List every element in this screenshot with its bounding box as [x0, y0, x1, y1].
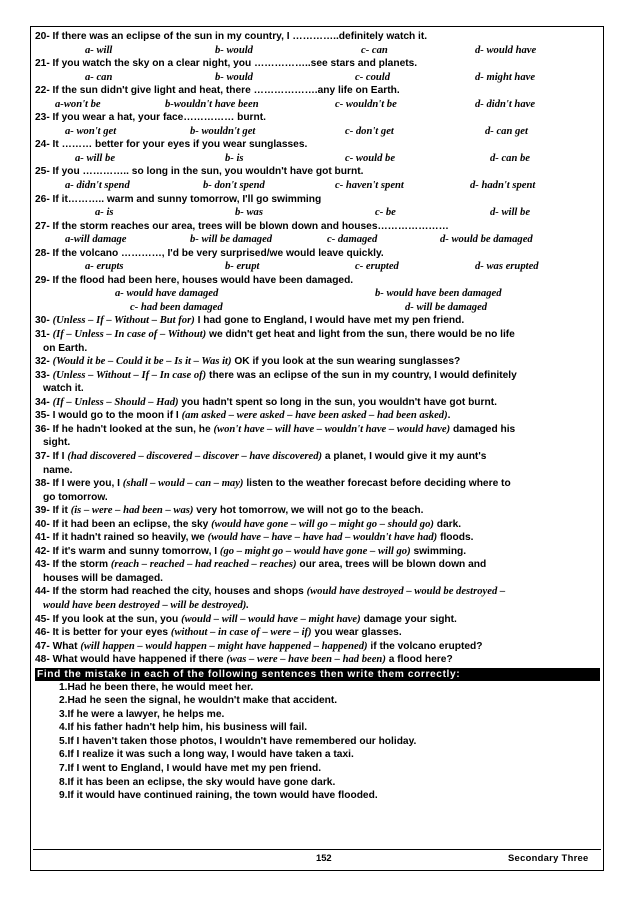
answer-option: b- is: [225, 152, 244, 164]
answer-option: b- would have been damaged: [375, 288, 502, 300]
find-mistake-list: [35, 681, 601, 803]
mistake-sentence: 5.If I haven't taken those photos, I wouldn't have remembered our holiday.: [59, 735, 417, 747]
page-footer: [33, 849, 601, 864]
question-continuation: houses will be damaged.: [43, 572, 164, 584]
question-number: 39-: [35, 505, 50, 517]
question-stem: 28- If the volcano …………, I'd be very surprised/we would leave quickly.: [35, 247, 384, 259]
answer-options: [35, 44, 601, 58]
question-text: a flood here?: [388, 654, 453, 666]
answer-option: c- wouldn't be: [335, 98, 397, 110]
answer-options: [35, 98, 601, 112]
answer-option: a- would have damaged: [115, 288, 219, 300]
question-line: [35, 450, 601, 464]
question-number: 34-: [35, 396, 50, 408]
question-line: [35, 626, 601, 640]
question-text: listen to the weather forecast before deciding where to: [246, 478, 511, 490]
answer-option: a- erupts: [85, 261, 124, 273]
question-number: 41-: [35, 532, 50, 544]
question-text: If he hadn't looked at the sun, he: [52, 423, 211, 435]
question-number: 35-: [35, 410, 50, 422]
answer-option: b- will be damaged: [190, 234, 273, 246]
answer-option: d- will be: [490, 207, 531, 219]
answer-option: c- could: [355, 71, 391, 83]
question-stem: 21- If you watch the sky on a clear night, you ……………..see stars and planets.: [35, 58, 418, 70]
choice-set: (reach – reached – had reached – reaches): [110, 559, 297, 571]
answer-option: b- was: [235, 207, 263, 219]
answer-option: b- would: [215, 71, 253, 83]
answer-option: a- will be: [75, 152, 116, 164]
question-line: [35, 477, 601, 491]
answer-option: c- would be: [345, 152, 396, 164]
worksheet: [35, 30, 601, 803]
question-stem: 23- If you wear a hat, your face…………… burnt.: [35, 112, 266, 124]
question-line: [35, 369, 601, 383]
question-text: damaged his: [452, 423, 516, 435]
answer-option: a- can: [85, 71, 113, 83]
question-text: What: [52, 640, 78, 652]
answer-options: [35, 206, 601, 220]
question-text: you wear glasses.: [314, 627, 402, 639]
answer-options: [35, 71, 601, 85]
answer-options: [35, 179, 601, 193]
question-continuation: go tomorrow.: [43, 491, 108, 503]
question-line: [35, 328, 601, 342]
question-line: [35, 653, 601, 667]
choice-set: (Would it be – Could it be – Is it – Was it): [52, 356, 232, 368]
answer-options: [35, 287, 601, 301]
question-stem: 29- If the flood had been here, houses would have been damaged.: [35, 274, 354, 286]
question-text: I would go to the moon if I: [52, 410, 179, 422]
question-text: I had gone to England, I would have met my pen friend.: [197, 315, 465, 327]
choice-set-continuation: would have been destroyed – will be destroyed).: [43, 599, 249, 611]
question-number: 44-: [35, 586, 50, 598]
choice-set: (without – in case of – were – if): [170, 627, 312, 639]
mistake-sentence: 6.If I realize it was such a long way, I would have taken a taxi.: [59, 749, 354, 761]
answer-option: a- won't get: [65, 125, 117, 137]
question-number: 38-: [35, 478, 50, 490]
answer-options: [35, 301, 601, 315]
question-number: 47-: [35, 640, 50, 652]
question-text: What would have happened if there: [52, 654, 224, 666]
question-number: 48-: [35, 654, 50, 666]
question-line: [35, 504, 601, 518]
question-text: if the volcano erupted?: [370, 640, 483, 652]
choice-set: (is – were – had been – was): [70, 505, 194, 517]
choice-set: (would have – have – have had – wouldn't have had): [207, 532, 438, 544]
question-continuation: watch it.: [43, 383, 84, 395]
question-text: If the storm had reached the city, houses and shops: [52, 586, 304, 598]
mistake-sentence: 2.Had he seen the signal, he wouldn't make that accident.: [59, 695, 338, 707]
answer-option: d- can get: [485, 125, 528, 137]
answer-option: c- had been damaged: [130, 301, 223, 313]
answer-option: c- damaged: [327, 234, 378, 246]
choice-set: (If – Unless – Should – Had): [52, 396, 179, 408]
answer-options: [35, 152, 601, 166]
choice-set: (had discovered – discovered – discover – have discovered): [67, 450, 323, 462]
answer-option: c- haven't spent: [335, 180, 404, 192]
question-line: [35, 409, 601, 423]
choose-correct-section: [35, 314, 601, 666]
answer-option: a-will damage: [65, 234, 127, 246]
question-number: 45-: [35, 613, 50, 625]
answer-option: c- can: [361, 44, 388, 56]
question-number: 31-: [35, 329, 50, 341]
question-text: damage your sight.: [363, 613, 457, 625]
question-text: If I: [52, 450, 65, 462]
question-text: there was an eclipse of the sun in my country, I would definitely: [209, 369, 517, 381]
question-text: a planet, I would give it my aunt's: [324, 450, 487, 462]
answer-options: [35, 233, 601, 247]
question-number: 40-: [35, 518, 50, 530]
grade-level: Secondary Three: [508, 852, 589, 863]
question-number: 43-: [35, 559, 50, 571]
mistake-sentence: 8.If it has been an eclipse, the sky would have gone dark.: [59, 776, 336, 788]
answer-option: b- wouldn't get: [190, 125, 256, 137]
question-text: floods.: [440, 532, 474, 544]
choice-set: (If – Unless – In case of – Without): [52, 329, 207, 341]
question-number: 32-: [35, 356, 50, 368]
question-stem: 25- If you ………….. so long in the sun, you wouldn't have got burnt.: [35, 166, 364, 178]
mistake-sentence: 3.If he were a lawyer, he helps me.: [59, 708, 225, 720]
answer-option: d- might have: [475, 71, 536, 83]
question-text: If you look at the sun, you: [52, 613, 179, 625]
question-stem: 27- If the storm reaches our area, trees will be blown down and houses…………………: [35, 220, 449, 232]
choice-set: (go – might go – would have gone – will go): [219, 545, 411, 557]
question-text: our area, trees will be blown down and: [299, 559, 487, 571]
question-continuation: name.: [43, 464, 73, 476]
choice-set: (would – will – would have – might have): [181, 613, 361, 625]
question-stem: 26- If it……….. warm and sunny tomorrow, I'll go swimming: [35, 193, 322, 205]
question-number: 30-: [35, 315, 50, 327]
question-line: [35, 585, 601, 599]
question-text: If it: [52, 505, 68, 517]
mistake-sentence: 7.If I went to England, I would have met my pen friend.: [59, 762, 322, 774]
question-line: [35, 355, 601, 369]
question-continuation: sight.: [43, 437, 71, 449]
choice-set: (would have destroyed – would be destroyed –: [306, 586, 506, 598]
question-text: OK if you look at the sun wearing sunglasses?: [234, 356, 461, 368]
section-heading: Find the mistake in each of the following sentences then write them correctly:: [35, 668, 600, 681]
question-line: [35, 558, 601, 572]
answer-option: d- would have: [475, 44, 537, 56]
answer-option: d- can be: [490, 152, 531, 164]
answer-option: a- will: [85, 44, 113, 56]
multiple-choice-section: [35, 30, 601, 314]
question-text: you hadn't spent so long in the sun, you wouldn't have got burnt.: [181, 396, 497, 408]
question-stem: 22- If the sun didn't give light and heat, there ……………….any life on Earth.: [35, 85, 400, 97]
mistake-sentence: 9.If it would have continued raining, the town would have flooded.: [59, 790, 378, 802]
question-text: If it's warm and sunny tomorrow, I: [52, 545, 218, 557]
question-stem: 20- If there was an eclipse of the sun in my country, I …………..definitely watch it.: [35, 31, 428, 42]
question-number: 46-: [35, 627, 50, 639]
question-text: very hot tomorrow, we will not go to the beach.: [196, 505, 424, 517]
question-text: It is better for your eyes: [52, 627, 169, 639]
choice-set: (Unless – Without – If – In case of): [52, 369, 207, 381]
answer-options: [35, 260, 601, 274]
question-line: [35, 640, 601, 654]
question-text: dark.: [436, 518, 462, 530]
choice-set: (would have gone – will go – might go – should go): [211, 518, 434, 530]
question-text: .: [447, 410, 451, 422]
answer-option: d- didn't have: [475, 98, 536, 110]
question-text: If it hadn't rained so heavily, we: [52, 532, 205, 544]
question-text: we didn't get heat and light from the sun, there would be no life: [209, 329, 515, 341]
answer-options: [35, 125, 601, 139]
question-line: [35, 545, 601, 559]
question-line: [35, 531, 601, 545]
question-line: [35, 314, 601, 328]
answer-option: b-wouldn't have been: [165, 98, 259, 110]
question-line: [35, 613, 601, 627]
answer-option: a- is: [95, 207, 114, 219]
question-number: 42-: [35, 545, 50, 557]
question-line: [35, 518, 601, 532]
question-stem: 24- It ……… better for your eyes if you wear sunglasses.: [35, 139, 308, 151]
answer-option: d- would be damaged: [440, 234, 533, 246]
question-text: If the storm: [52, 559, 109, 571]
answer-option: c- be: [375, 207, 396, 219]
answer-option: d- was erupted: [475, 261, 539, 273]
answer-option: c- don't get: [345, 125, 394, 137]
question-line: [35, 396, 601, 410]
answer-option: b- don't spend: [203, 180, 265, 192]
question-text: swimming.: [413, 545, 467, 557]
answer-option: d- will be damaged: [405, 301, 488, 313]
choice-set: (shall – would – can – may): [122, 478, 244, 490]
answer-option: b- erupt: [225, 261, 260, 273]
choice-set: (won't have – will have – wouldn't have – would have): [213, 423, 451, 435]
choice-set: (will happen – would happen – might have happened – happened): [80, 640, 368, 652]
question-continuation: on Earth.: [43, 342, 88, 354]
choice-set: (am asked – were asked – have been asked – had been asked): [181, 410, 448, 422]
answer-option: a-won't be: [55, 98, 101, 110]
answer-option: b- would: [215, 44, 253, 56]
page-number: 152: [316, 852, 332, 863]
mistake-sentence: 4.If his father hadn't help him, his business will fail.: [59, 722, 308, 734]
question-number: 33-: [35, 369, 50, 381]
choice-set: (was – were – have been – had been): [226, 654, 386, 666]
question-number: 37-: [35, 450, 50, 462]
question-text: If I were you, I: [52, 478, 120, 490]
answer-option: d- hadn't spent: [470, 180, 536, 192]
mistake-sentence: 1.Had he been there, he would meet her.: [59, 681, 254, 693]
question-number: 36-: [35, 423, 50, 435]
question-text: If it had been an eclipse, the sky: [52, 518, 209, 530]
answer-option: a- didn't spend: [65, 180, 130, 192]
choice-set: (Unless – If – Without – But for): [52, 315, 195, 327]
question-line: [35, 423, 601, 437]
answer-option: c- erupted: [355, 261, 399, 273]
